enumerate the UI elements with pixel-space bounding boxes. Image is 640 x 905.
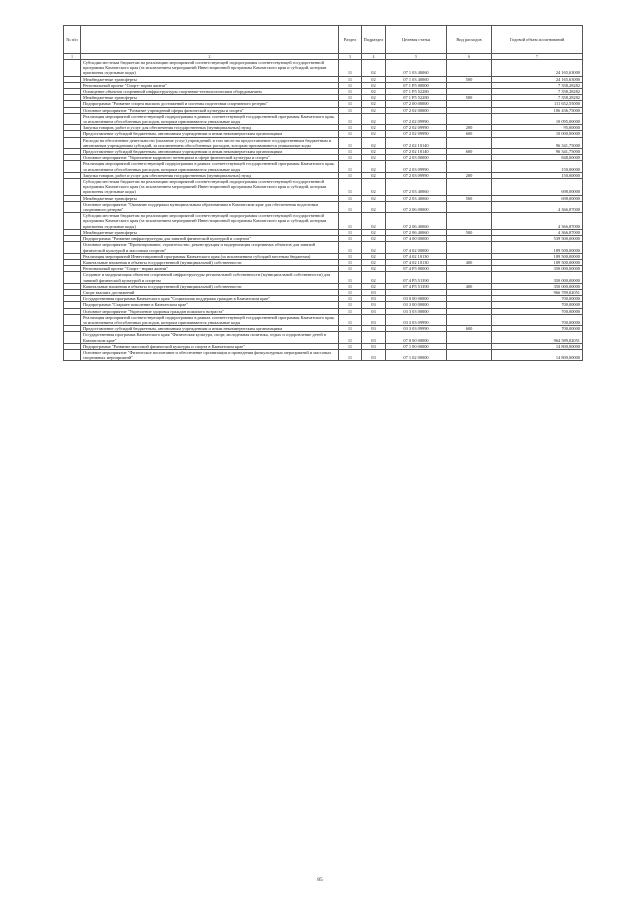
- row-razdel: 11: [339, 149, 362, 155]
- row-target-article: 07 2 06 40060: [386, 229, 447, 235]
- row-name: Капитальные вложения в объекты государственной (муниципальной) собственности: [81, 259, 339, 265]
- row-sum: 95,00000: [492, 125, 583, 131]
- row-target-article: 07 4 02 10130: [386, 259, 447, 265]
- row-sum: 539 500,00000: [492, 236, 583, 242]
- row-name: Подпрограмма "Развитие инфраструктуры для занятий физической культурой и спортом": [81, 236, 339, 242]
- num-cell: [64, 137, 81, 148]
- row-expense-type: 600: [447, 131, 492, 137]
- row-razdel: 11: [339, 242, 362, 253]
- table-row: [64, 179, 583, 196]
- num-cell: [64, 332, 81, 343]
- row-podrazdel: 03: [362, 314, 386, 325]
- row-podrazdel: 02: [362, 283, 386, 289]
- header-num: № п/п: [64, 26, 81, 54]
- page-number: 85: [317, 877, 323, 883]
- row-expense-type: [447, 213, 492, 230]
- row-expense-type: [447, 272, 492, 283]
- row-target-article: 03 3 03 09990: [386, 326, 447, 332]
- row-podrazdel: 02: [362, 179, 386, 196]
- row-target-article: 07 4 02 00000: [386, 242, 447, 253]
- row-sum: 966 789,02051: [492, 289, 583, 295]
- table-row: [64, 314, 583, 325]
- row-podrazdel: 02: [362, 101, 386, 107]
- row-target-article: 07 2 03 09990: [386, 161, 447, 172]
- row-podrazdel: 03: [362, 349, 386, 360]
- header-razdel: Раздел: [339, 26, 362, 54]
- row-name: Оснащение объектов спортивной инфраструктуры спортивно-технологическим оборудованием: [81, 89, 339, 95]
- row-name: Основное мероприятие "Укрепление кадрового потенциала в сфере физической культуры и спорта": [81, 155, 339, 161]
- row-podrazdel: 02: [362, 195, 386, 201]
- row-sum: 698,00000: [492, 179, 583, 196]
- row-name: Государственная программа Камчатского края "Физическая культура, спорт, молодежная политика, отдых и оздоровление детей в Камчатском крае": [81, 332, 339, 343]
- row-name: Межбюджетные трансферты: [81, 195, 339, 201]
- row-razdel: 11: [339, 113, 362, 124]
- table-row: [64, 242, 583, 253]
- row-podrazdel: 02: [362, 259, 386, 265]
- row-razdel: 11: [339, 89, 362, 95]
- table-row: [64, 349, 583, 360]
- row-name: Подпрограмма "Развитие массовой физической культуры и спорта в Камчатском крае": [81, 343, 339, 349]
- row-podrazdel: 03: [362, 308, 386, 314]
- row-razdel: 11: [339, 332, 362, 343]
- row-expense-type: 400: [447, 283, 492, 289]
- row-podrazdel: 02: [362, 236, 386, 242]
- row-razdel: 11: [339, 349, 362, 360]
- row-name: Создание и модернизация объектов спортивной инфраструктуры региональной собственности (муниципальной собственности) для занятий физической культурой и спортом: [81, 272, 339, 283]
- row-expense-type: [447, 314, 492, 325]
- row-podrazdel: 02: [362, 131, 386, 137]
- num-cell: [64, 272, 81, 283]
- row-sum: 24 165,63000: [492, 76, 583, 82]
- row-sum: 4 366,87000: [492, 213, 583, 230]
- row-name: Подпрограмма "Старшее поколение в Камчатском крае": [81, 302, 339, 308]
- row-podrazdel: 02: [362, 95, 386, 101]
- row-name: Предоставление субсидий бюджетным, автономным учреждениям и иным некоммерческим организациям: [81, 149, 339, 155]
- row-target-article: 07 1 P5 52280: [386, 89, 447, 95]
- row-razdel: 11: [339, 283, 362, 289]
- row-sum: 14 800,00000: [492, 349, 583, 360]
- row-target-article: 07 4 00 00000: [386, 236, 447, 242]
- row-name: Капитальные вложения в объекты государственной (муниципальной) собственности: [81, 283, 339, 289]
- table-row: [64, 60, 583, 77]
- row-sum: 700,00000: [492, 308, 583, 314]
- row-expense-type: 200: [447, 125, 492, 131]
- row-target-article: 07 2 03 40060: [386, 179, 447, 196]
- table-row: [64, 332, 583, 343]
- row-sum: 189 500,00000: [492, 259, 583, 265]
- row-razdel: 11: [339, 296, 362, 302]
- row-name: Субсидии местным бюджетам на реализацию мероприятий соответствующей подпрограммы соответствующей государственной программы Камчатского края (за исключением мероприятий Инвестиционной программы Камчатского края и субсидий, которым присвоены отдельные коды): [81, 179, 339, 196]
- row-sum: 4 366,87000: [492, 201, 583, 212]
- row-sum: 150,00000: [492, 161, 583, 172]
- row-podrazdel: 02: [362, 253, 386, 259]
- row-razdel: 11: [339, 131, 362, 137]
- row-razdel: 11: [339, 179, 362, 196]
- row-target-article: 07 2 02 09990: [386, 125, 447, 131]
- budget-table: [63, 25, 583, 361]
- row-sum: 7 358,28282: [492, 95, 583, 101]
- row-podrazdel: 02: [362, 266, 386, 272]
- row-name: Расходы на обеспечение деятельности (оказание услуг) учреждений, в том числе на предоставление государственным бюджетным и автономным учреждениям субсидий, за исключением обособленных расходов, которым присваиваются уникальные коды: [81, 137, 339, 148]
- row-expense-type: [447, 137, 492, 148]
- row-podrazdel: 02: [362, 60, 386, 77]
- header-name: [81, 26, 339, 54]
- row-podrazdel: 02: [362, 155, 386, 161]
- row-expense-type: [447, 201, 492, 212]
- row-sum: 7 358,28282: [492, 82, 583, 88]
- row-podrazdel: 03: [362, 289, 386, 295]
- row-sum: 350 000,00000: [492, 272, 583, 283]
- row-sum: 4 366,87000: [492, 229, 583, 235]
- row-name: Основное мероприятие "Физическое воспитание и обеспечение организации и проведения физкультурных мероприятий и массовых спортивных мероприятий": [81, 349, 339, 360]
- column-number: 6: [447, 54, 492, 60]
- num-cell: [64, 349, 81, 360]
- header-target-article: Целевая статья: [386, 26, 447, 54]
- row-podrazdel: 02: [362, 272, 386, 283]
- row-expense-type: 500: [447, 76, 492, 82]
- row-expense-type: [447, 179, 492, 196]
- row-razdel: 11: [339, 161, 362, 172]
- table-body: [64, 60, 583, 361]
- row-podrazdel: 03: [362, 343, 386, 349]
- num-cell: [64, 242, 81, 253]
- row-razdel: 11: [339, 125, 362, 131]
- row-podrazdel: 02: [362, 242, 386, 253]
- row-razdel: 11: [339, 201, 362, 212]
- row-podrazdel: 02: [362, 107, 386, 113]
- row-razdel: 11: [339, 266, 362, 272]
- row-sum: 189 500,00000: [492, 253, 583, 259]
- row-razdel: 11: [339, 253, 362, 259]
- column-number: 1: [64, 54, 81, 60]
- row-razdel: 11: [339, 259, 362, 265]
- row-target-article: 07 1 P5 00000: [386, 82, 447, 88]
- row-sum: 24 165,63000: [492, 60, 583, 77]
- row-sum: 700,00000: [492, 296, 583, 302]
- row-name: Основное мероприятие "Развитие учреждений сферы физической культуры и спорта": [81, 107, 339, 113]
- column-number: 4: [362, 54, 386, 60]
- row-razdel: 11: [339, 272, 362, 283]
- row-name: Подпрограмма "Развитие спорта высших достижений и системы подготовки спортивного резерва": [81, 101, 339, 107]
- row-target-article: 07 2 02 00000: [386, 107, 447, 113]
- row-sum: 10 095,00000: [492, 113, 583, 124]
- column-number: 5: [386, 54, 447, 60]
- row-sum: 848,00000: [492, 155, 583, 161]
- row-expense-type: [447, 113, 492, 124]
- table-row: [64, 113, 583, 124]
- num-cell: [64, 179, 81, 196]
- row-podrazdel: 02: [362, 161, 386, 172]
- row-razdel: 11: [339, 155, 362, 161]
- row-sum: 7 358,28282: [492, 89, 583, 95]
- row-expense-type: [447, 332, 492, 343]
- row-sum: 111 652,55000: [492, 101, 583, 107]
- row-razdel: 11: [339, 76, 362, 82]
- row-podrazdel: 02: [362, 229, 386, 235]
- row-podrazdel: 03: [362, 326, 386, 332]
- row-expense-type: [447, 161, 492, 172]
- row-expense-type: [447, 60, 492, 77]
- row-expense-type: 200: [447, 172, 492, 178]
- row-sum: 106 436,75000: [492, 107, 583, 113]
- row-razdel: 11: [339, 107, 362, 113]
- row-target-article: 07 2 00 00000: [386, 101, 447, 107]
- row-podrazdel: 02: [362, 89, 386, 95]
- num-cell: [64, 161, 81, 172]
- table-row: [64, 137, 583, 148]
- row-name: Государственная программа Камчатского края "Социальная поддержка граждан в Камчатском крае": [81, 296, 339, 302]
- row-name: Межбюджетные трансферты: [81, 95, 339, 101]
- row-target-article: 07 4 P5 00000: [386, 266, 447, 272]
- row-sum: 700,00000: [492, 326, 583, 332]
- row-target-article: 07 1 03 40060: [386, 76, 447, 82]
- row-target-article: 07 1 02 00000: [386, 349, 447, 360]
- row-razdel: 11: [339, 308, 362, 314]
- row-razdel: 11: [339, 213, 362, 230]
- row-name: Реализация мероприятий соответствующей подпрограммы в рамках соответствующей государственной программы Камчатского края, за исключением обособленных расходов, которым присваиваются уникальные коды: [81, 113, 339, 124]
- row-razdel: 11: [339, 302, 362, 308]
- row-sum: 189 500,00000: [492, 242, 583, 253]
- row-expense-type: 400: [447, 259, 492, 265]
- row-target-article: 07 2 03 09990: [386, 172, 447, 178]
- row-razdel: 11: [339, 95, 362, 101]
- row-razdel: 11: [339, 229, 362, 235]
- row-podrazdel: 02: [362, 137, 386, 148]
- num-cell: [64, 60, 81, 77]
- row-razdel: 11: [339, 236, 362, 242]
- row-target-article: 07 2 06 40060: [386, 213, 447, 230]
- row-name: Реализация мероприятий Инвестиционной программы Камчатского края (за исключением субсидий местным бюджетам): [81, 253, 339, 259]
- row-name: Реализация мероприятий соответствующей подпрограммы в рамках соответствующей государственной программы Камчатского края, за исключением обособленных расходов, которым присваиваются уникальные коды: [81, 314, 339, 325]
- row-name: Региональный проект "Спорт- норма жизни": [81, 82, 339, 88]
- table-header: [64, 26, 583, 60]
- row-target-article: 07 2 02 09990: [386, 131, 447, 137]
- header-expense-type: Вид расходов: [447, 26, 492, 54]
- row-name: Межбюджетные трансферты: [81, 229, 339, 235]
- row-podrazdel: 02: [362, 113, 386, 124]
- row-name: Основное мероприятие "Оказание поддержки муниципальным образованиям в Камчатском крае для обеспечения подготовки спортивного резерва": [81, 201, 339, 212]
- row-name: Спорт высших достижений: [81, 289, 339, 295]
- table-row: [64, 161, 583, 172]
- num-cell: [64, 201, 81, 212]
- row-razdel: 11: [339, 314, 362, 325]
- row-sum: 150,00000: [492, 172, 583, 178]
- header-podrazdel: Подраздел: [362, 26, 386, 54]
- row-target-article: 07 1 P5 52280: [386, 95, 447, 101]
- row-podrazdel: 02: [362, 125, 386, 131]
- header-annual-sum: Годовой объем ассигнований: [492, 26, 583, 54]
- row-expense-type: [447, 349, 492, 360]
- row-podrazdel: 02: [362, 213, 386, 230]
- row-razdel: 11: [339, 172, 362, 178]
- row-expense-type: 600: [447, 326, 492, 332]
- row-name: Субсидии местным бюджетам на реализацию мероприятий соответствующей подпрограммы соответствующей государственной программы Камчатского края (за исключением мероприятий Инвестиционной программы Камчатского края и субсидий, которым присвоены отдельные коды): [81, 60, 339, 77]
- row-target-article: 03 3 03 09990: [386, 314, 447, 325]
- row-sum: 14 800,00000: [492, 343, 583, 349]
- row-podrazdel: 02: [362, 201, 386, 212]
- row-razdel: 11: [339, 137, 362, 148]
- table-row: [64, 201, 583, 212]
- row-sum: 698,00000: [492, 195, 583, 201]
- num-cell: [64, 314, 81, 325]
- row-razdel: 11: [339, 60, 362, 77]
- row-razdel: 11: [339, 343, 362, 349]
- row-target-article: 07 4 P5 51390: [386, 272, 447, 283]
- row-sum: 10 000,00000: [492, 131, 583, 137]
- row-razdel: 11: [339, 289, 362, 295]
- num-cell: [64, 113, 81, 124]
- row-name: Закупка товаров, работ и услуг для обеспечения государственных (муниципальных) нужд: [81, 125, 339, 131]
- row-podrazdel: 02: [362, 82, 386, 88]
- row-target-article: 07 2 02 09990: [386, 113, 447, 124]
- row-name: Субсидии местным бюджетам на реализацию мероприятий соответствующей подпрограммы соответствующей государственной программы Камчатского края (за исключением мероприятий Инвестиционной программы Камчатского края и субсидий, которым присвоены отдельные коды): [81, 213, 339, 230]
- row-expense-type: [447, 242, 492, 253]
- row-expense-type: 600: [447, 149, 492, 155]
- row-razdel: 11: [339, 82, 362, 88]
- row-target-article: 07 4 P5 51390: [386, 283, 447, 289]
- column-number: 2: [81, 54, 339, 60]
- row-sum: 350 000,00000: [492, 283, 583, 289]
- row-expense-type: 500: [447, 195, 492, 201]
- row-podrazdel: 03: [362, 302, 386, 308]
- row-target-article: 07 2 02 10140: [386, 149, 447, 155]
- row-target-article: 03 0 00 00000: [386, 296, 447, 302]
- row-name: Предоставление субсидий бюджетным, автономным учреждениям и иным некоммерческим организациям: [81, 131, 339, 137]
- row-podrazdel: 02: [362, 76, 386, 82]
- row-razdel: 11: [339, 101, 362, 107]
- row-podrazdel: 03: [362, 332, 386, 343]
- row-expense-type: 500: [447, 95, 492, 101]
- row-sum: 350 000,00000: [492, 266, 583, 272]
- row-name: Основное мероприятие "Укрепление здоровья граждан пожилого возраста": [81, 308, 339, 314]
- row-razdel: 11: [339, 326, 362, 332]
- table-row: [64, 213, 583, 230]
- row-name: Региональный проект "Спорт - норма жизни": [81, 266, 339, 272]
- row-name: Основное мероприятие "Проектирование, строительство, реконструкция и модернизация спортивных объектов для занятий физической культурой и массовым спортом": [81, 242, 339, 253]
- row-name: Реализация мероприятий соответствующей подпрограммы в рамках соответствующей государственной программы Камчатского края, за исключением обособленных расходов, которым присваиваются уникальные коды: [81, 161, 339, 172]
- row-name: Межбюджетные трансферты: [81, 76, 339, 82]
- row-target-article: 07 2 03 40060: [386, 195, 447, 201]
- row-sum: 964 589,02051: [492, 332, 583, 343]
- column-number: 7: [492, 54, 583, 60]
- row-sum: 96 341,75000: [492, 149, 583, 155]
- table-row: [64, 272, 583, 283]
- row-name: Предоставление субсидий бюджетным, автономным учреждениям и иным некоммерческим организациям: [81, 326, 339, 332]
- row-target-article: 07 4 02 10130: [386, 253, 447, 259]
- num-cell: [64, 213, 81, 230]
- column-number: 3: [339, 54, 362, 60]
- row-podrazdel: 02: [362, 172, 386, 178]
- row-podrazdel: 02: [362, 149, 386, 155]
- row-target-article: 03 3 00 00000: [386, 302, 447, 308]
- row-sum: 96 341,75000: [492, 137, 583, 148]
- row-target-article: 07 2 02 10140: [386, 137, 447, 148]
- row-razdel: 11: [339, 195, 362, 201]
- row-target-article: 03 3 03 00000: [386, 308, 447, 314]
- row-target-article: 07 2 03 00000: [386, 155, 447, 161]
- row-podrazdel: 03: [362, 296, 386, 302]
- row-target-article: 07 0 00 00000: [386, 332, 447, 343]
- row-name: Закупка товаров, работ и услуг для обеспечения государственных (муниципальных) нужд: [81, 172, 339, 178]
- row-sum: 700,00000: [492, 302, 583, 308]
- row-sum: 700,00000: [492, 314, 583, 325]
- row-target-article: 07 1 00 00000: [386, 343, 447, 349]
- row-target-article: 07 1 03 40060: [386, 60, 447, 77]
- row-expense-type: 500: [447, 229, 492, 235]
- row-target-article: 07 2 06 00000: [386, 201, 447, 212]
